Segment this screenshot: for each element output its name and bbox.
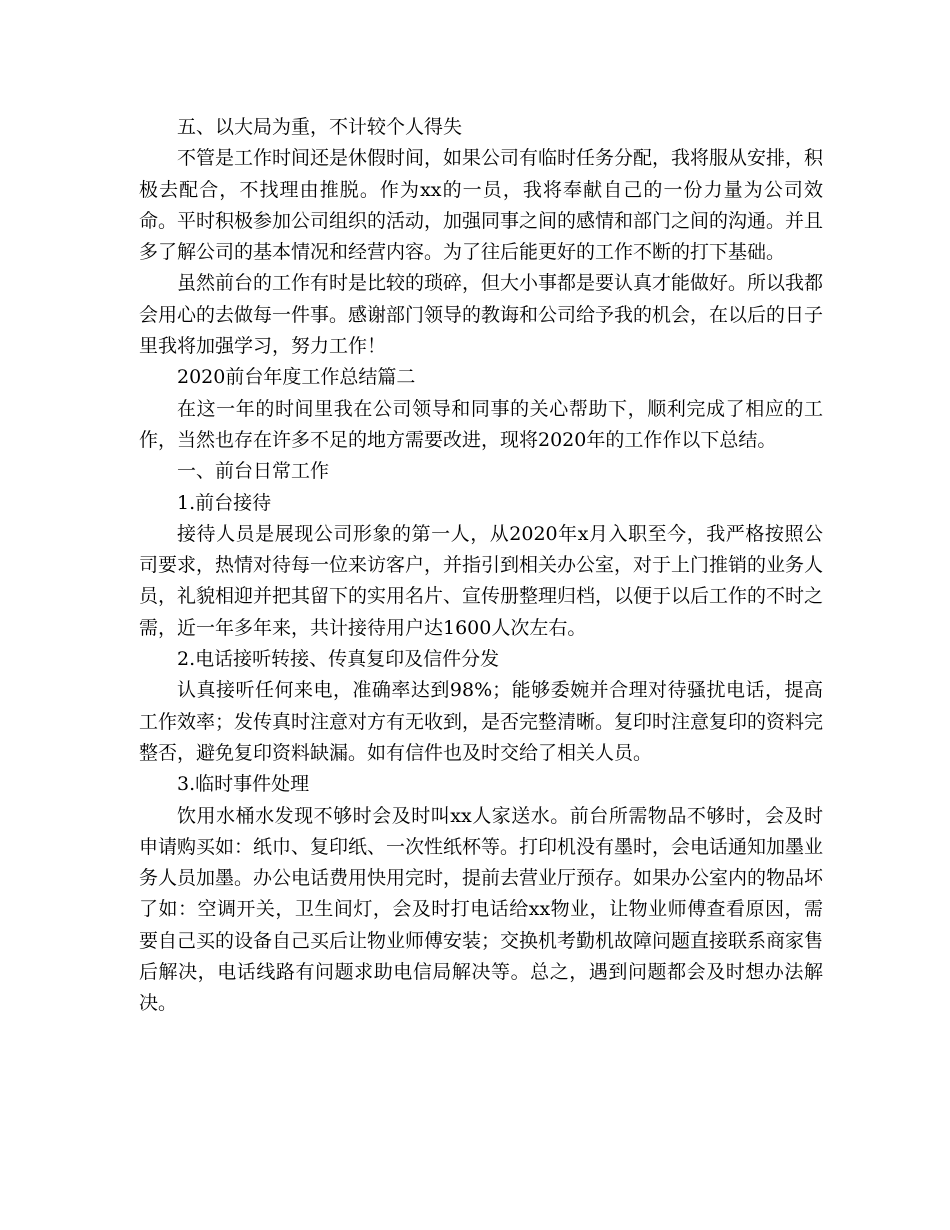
subsection-heading: 2.电话接听转接、传真复印及信件分发 — [177, 648, 500, 671]
paragraph: 虽然前台的工作有时是比较的琐碎，但大小事都是要认真才能做好。所以我都会用心的去做每一件事。感谢部门领导的教诲和公司给予我的机会，在以后的日子里我将加强学习，努力工作！ — [139, 272, 824, 358]
paragraph: 认真接听任何来电，准确率达到98%；能够委婉并合理对待骚扰电话，提高工作效率；发传真时注意对方有无收到，是否完整清晰。复印时注意复印的资料完整否，避免复印资料缺漏。如有信件也及时交给了相关人员。 — [139, 679, 824, 764]
subsection-heading: 3.临时事件处理 — [177, 773, 310, 796]
paragraph: 在这一年的时间里我在公司领导和同事的关心帮助下，顺利完成了相应的工作，当然也存在许多不足的地方需要改进，现将2020年的工作作以下总结。 — [139, 397, 823, 451]
paragraph: 不管是工作时间还是休假时间，如果公司有临时任务分配，我将服从安排，积极去配合，不找理由推脱。作为xx的一员，我将奉献自己的一份力量为公司效命。平时积极参加公司组织的活动，加强同事之间的感情和部门之间的沟通。并且多了解公司的基本情况和经营内容。为了往后能更好的工作不断的打下基础。 — [139, 147, 824, 264]
section-heading-one: 一、前台日常工作 — [177, 460, 330, 483]
article-title: 2020前台年度工作总结篇二 — [177, 366, 416, 389]
paragraph: 饮用水桶水发现不够时会及时叫xx人家送水。前台所需物品不够时，会及时申请购买如：纸巾、复印纸、一次性纸杯等。打印机没有墨时，会电话通知加墨业务人员加墨。办公电话费用快用完时，提前去营业厅预存。如果办公室内的物品坏了如：空调开关，卫生间灯，会及时打电话给xx物业，让物业师傅查看原因，需要自己买的设备自己买后让物业师傅安装；交换机考勤机故障问题直接联系商家售后解决，电话线路有问题求助电信局解决等。总之，遇到问题都会及时想办法解决。 — [139, 804, 824, 1015]
paragraph: 接待人员是展现公司形象的第一人，从2020年x月入职至今，我严格按照公司要求，热情对待每一位来访客户，并指引到相关办公室，对于上门推销的业务人员，礼貌相迎并把其留下的实用名片、宣传册整理归档，以便于以后工作的不时之需，近一年多年来，共计接待用户达1600人次左右。 — [139, 522, 824, 639]
document-body — [139, 112, 823, 1020]
section-heading-five: 五、以大局为重，不计较个人得失 — [177, 116, 463, 138]
subsection-heading: 1.前台接待 — [177, 491, 272, 514]
